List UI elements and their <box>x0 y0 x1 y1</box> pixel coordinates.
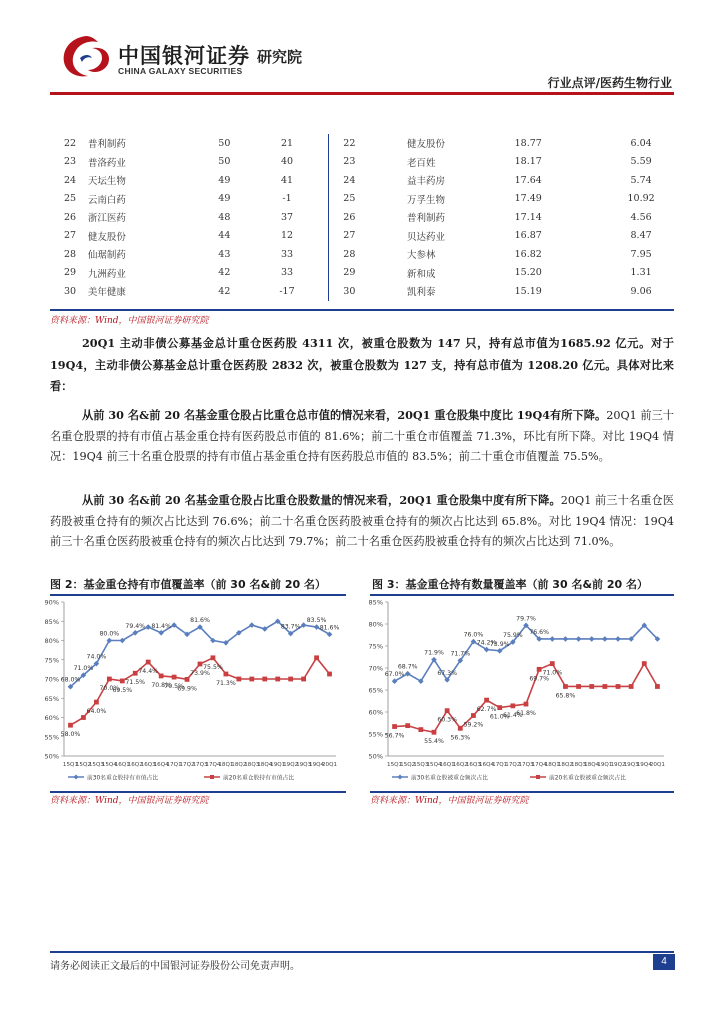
x-tick-label: 15Q3 <box>88 762 104 768</box>
data-label: 70.0% <box>99 685 120 692</box>
x-tick-label: 17Q4 <box>531 762 547 768</box>
data-point-marker <box>120 679 125 684</box>
data-label: 81.6% <box>190 617 210 625</box>
table-cell-right-stock-name: 万孚生物 <box>407 194 446 206</box>
table-cell-left-rank: 29 <box>64 267 77 279</box>
data-label: 68.7% <box>397 663 418 671</box>
y-tick-label: 75% <box>44 656 59 665</box>
data-point-marker <box>629 684 634 689</box>
x-tick-label: 17Q2 <box>179 762 195 768</box>
data-point-marker <box>550 661 555 666</box>
table-cell-left-value-b: 12 <box>280 230 294 242</box>
x-tick-label: 19Q1 <box>270 762 286 768</box>
data-label: 58.0% <box>60 731 81 739</box>
data-point-marker <box>81 715 86 720</box>
table-cell-spacer <box>315 264 329 283</box>
table-cell-left-value-b: 33 <box>280 267 294 279</box>
data-label: 79.7% <box>516 615 536 623</box>
legend-label: 前20名重仓股持有市值占比 <box>223 775 295 782</box>
x-tick-label: 19Q3 <box>296 762 312 768</box>
table-cell-left-value-b: 40 <box>280 156 294 168</box>
table-cell-right-stock-name: 新和成 <box>407 268 436 280</box>
legend-label: 前30名重仓股被重仓频次占比 <box>411 775 488 782</box>
x-tick-label: 18Q4 <box>257 762 273 768</box>
x-tick-label: 18Q4 <box>584 762 600 768</box>
data-point-marker <box>185 677 190 682</box>
table-row <box>50 208 674 227</box>
table-cell-spacer <box>315 134 329 153</box>
data-point-marker <box>68 723 73 728</box>
paragraph-holding-count-lead: 从前 30 名&前 20 名基金重仓股占比重仓股数量的情况来看，20Q1 重仓股集中度有所下降。 <box>82 493 561 507</box>
paragraph-summary-text: 20Q1 主动非债公募基金总计重仓医药股 4311 次，被重仓股数为 147 只，持有总市值为1685.92 亿元。对于 19Q4，主动非债公募基金总计重仓医药股 2832 次，被重仓股数为 127 支，持有总市值为 1208.20 亿元。具体对比来看： <box>50 336 674 393</box>
table-cell-right-stock-name: 老百姓 <box>407 157 436 169</box>
table-source: 资料来源：Wind，中国银河证券研究院 <box>50 316 209 326</box>
figure2-source: 资料来源：Wind，中国银河证券研究院 <box>50 796 209 806</box>
y-tick-label: 50% <box>368 752 383 761</box>
table-row <box>50 264 674 283</box>
x-tick-label: 18Q3 <box>244 762 260 768</box>
x-tick-label: 16Q4 <box>479 762 495 768</box>
table-cell-left-stock-name: 美年健康 <box>87 287 126 299</box>
footer-disclaimer: 请务必阅读正文最后的中国银河证券股份公司免责声明。 <box>50 961 300 972</box>
company-name-cn: 中国银河证券 <box>118 44 250 68</box>
data-label: 71.5% <box>125 679 146 687</box>
legend-marker <box>74 775 79 780</box>
table-row <box>50 171 674 190</box>
data-label: 64.0% <box>86 708 107 716</box>
table-cell-left-stock-name: 九洲药业 <box>87 268 126 280</box>
table-cell-left-value-a: 49 <box>218 174 231 186</box>
table-cell-right-rank: 30 <box>329 282 356 301</box>
data-point-marker <box>198 662 203 667</box>
data-point-marker <box>537 667 542 672</box>
y-tick-label: 75% <box>368 642 383 651</box>
table-cell-spacer <box>315 190 329 209</box>
x-tick-label: 16Q1 <box>114 762 130 768</box>
table-cell-left-stock-name: 普洛药业 <box>87 157 126 169</box>
table-cell-right-value-b: 5.59 <box>630 156 652 168</box>
data-point-marker <box>563 684 568 689</box>
table-cell-spacer <box>315 171 329 190</box>
table-cell-right-rank: 24 <box>329 171 356 190</box>
table-cell-right-value-a: 16.87 <box>514 230 542 242</box>
table-cell-right-stock-name: 凯利泰 <box>407 287 436 299</box>
data-label: 80.0% <box>99 630 120 638</box>
table-cell-left-value-b: -17 <box>279 285 295 297</box>
table-cell-left-rank: 24 <box>64 174 77 186</box>
table-cell-left-value-b: 37 <box>280 211 294 223</box>
data-point-marker <box>602 684 607 689</box>
data-label: 74.2% <box>476 639 497 647</box>
table-cell-spacer2 <box>355 134 407 153</box>
table-row <box>50 227 674 246</box>
table-cell-spacer2 <box>355 208 407 227</box>
table-cell-left-rank: 23 <box>64 156 77 168</box>
paragraph-holding-count <box>50 490 674 553</box>
y-tick-label: 85% <box>44 617 59 626</box>
table-cell-left-stock-name: 仙琚制药 <box>87 250 126 262</box>
x-tick-label: 16Q4 <box>153 762 169 768</box>
y-tick-label: 70% <box>368 664 383 673</box>
data-point-marker <box>301 677 306 682</box>
table-cell-spacer2 <box>355 190 407 209</box>
data-point-marker <box>288 677 293 682</box>
footer-divider <box>50 951 674 953</box>
x-tick-label: 16Q3 <box>465 762 481 768</box>
table-cell-right-value-b: 10.92 <box>627 193 655 205</box>
table-cell-spacer2 <box>355 153 407 172</box>
data-point-marker <box>94 700 99 705</box>
data-point-marker <box>510 703 515 708</box>
data-label: 71.9% <box>424 649 444 657</box>
data-label: 61.4% <box>503 711 523 719</box>
x-tick-label: 18Q2 <box>231 762 247 768</box>
data-point-marker <box>159 674 164 679</box>
data-point-marker <box>524 702 529 707</box>
data-point-marker <box>236 677 241 682</box>
data-label: 83.7% <box>280 623 301 631</box>
table-cell-right-value-a: 18.17 <box>514 156 542 168</box>
data-point-marker <box>211 655 216 660</box>
figure3-source: 资料来源：Wind，中国银河证券研究院 <box>370 796 529 806</box>
table-cell-right-value-b: 9.06 <box>630 285 652 297</box>
data-label: 62.7% <box>476 706 497 714</box>
data-point-marker <box>392 724 397 729</box>
data-point-marker <box>655 684 660 689</box>
data-label: 70.8% <box>151 681 171 689</box>
table-cell-left-stock-name: 云南白药 <box>87 194 126 206</box>
x-tick-label: 15Q3 <box>413 762 429 768</box>
x-tick-label: 18Q1 <box>544 762 560 768</box>
data-point-marker <box>445 708 450 713</box>
data-point-marker <box>615 636 621 642</box>
x-tick-label: 18Q3 <box>571 762 587 768</box>
x-tick-label: 19Q2 <box>283 762 299 768</box>
data-point-marker <box>563 636 569 642</box>
data-label: 76.0% <box>463 631 484 639</box>
legend-marker <box>398 775 403 780</box>
x-tick-label: 19Q4 <box>309 762 325 768</box>
data-label: 56.7% <box>384 732 405 740</box>
legend-marker <box>210 775 214 779</box>
data-label: 71.0% <box>73 665 94 673</box>
table-cell-left-rank: 27 <box>64 230 77 242</box>
data-label: 67.3% <box>437 669 457 677</box>
data-point-marker <box>405 723 410 728</box>
table-cell-left-value-a: 42 <box>218 267 231 279</box>
table-cell-left-value-a: 43 <box>218 248 231 260</box>
table-cell-left-stock-name: 天坛生物 <box>87 176 126 188</box>
x-tick-label: 18Q1 <box>218 762 234 768</box>
data-label: 68.0% <box>60 676 81 684</box>
data-point-marker <box>616 684 621 689</box>
x-tick-label: 17Q2 <box>505 762 521 768</box>
data-point-marker <box>602 636 608 642</box>
x-tick-label: 19Q3 <box>623 762 639 768</box>
table-cell-right-stock-name: 大参林 <box>407 250 436 262</box>
table-cell-spacer <box>315 282 329 301</box>
data-point-marker <box>497 705 502 710</box>
table-cell-left-rank: 28 <box>64 248 77 260</box>
data-point-marker <box>249 677 254 682</box>
y-tick-label: 85% <box>368 598 383 607</box>
table-cell-left-stock-name: 普利制药 <box>87 139 126 151</box>
series-line-1 <box>395 664 658 733</box>
data-point-marker <box>107 677 112 682</box>
data-point-marker <box>484 698 489 703</box>
table-cell-spacer2 <box>355 171 407 190</box>
data-label: 73.9% <box>190 669 210 677</box>
legend-label: 前30名重仓股持有市值占比 <box>87 775 159 782</box>
table-row <box>50 134 674 153</box>
data-point-marker <box>549 636 555 642</box>
table-cell-right-stock-name: 普利制药 <box>407 213 446 225</box>
y-tick-label: 70% <box>44 675 59 684</box>
data-point-marker <box>224 672 229 677</box>
data-point-marker <box>576 636 582 642</box>
figure3-title: 图 3：基金重仓持有数量覆盖率（前 30 名&前 20 名） <box>372 578 649 591</box>
table-cell-left-value-a: 48 <box>218 211 231 223</box>
table-bottom-rule <box>50 309 674 311</box>
data-point-marker <box>589 636 595 642</box>
data-point-marker <box>418 727 423 732</box>
table-cell-right-value-a: 17.49 <box>514 193 542 205</box>
table-cell-left-stock-name: 浙江医药 <box>87 213 126 225</box>
table-cell-right-stock-name: 贝达药业 <box>407 231 446 243</box>
data-label: 61.0% <box>489 713 510 721</box>
x-tick-label: 15Q1 <box>387 762 403 768</box>
table-cell-right-value-b: 6.04 <box>630 137 652 149</box>
x-tick-label: 17Q3 <box>518 762 534 768</box>
table-cell-right-rank: 27 <box>329 227 356 246</box>
table-cell-left-value-a: 42 <box>218 285 231 297</box>
table-cell-spacer <box>315 153 329 172</box>
y-tick-label: 50% <box>44 752 59 761</box>
table-cell-left-value-a: 49 <box>218 193 231 205</box>
table-cell-right-rank: 29 <box>329 264 356 283</box>
table-cell-right-rank: 25 <box>329 190 356 209</box>
x-tick-label: 16Q1 <box>439 762 455 768</box>
table-cell-right-value-b: 4.56 <box>630 211 652 223</box>
data-label: 61.8% <box>516 710 536 718</box>
table-cell-spacer2 <box>355 282 407 301</box>
table-cell-left-stock-name: 健友股份 <box>87 231 126 243</box>
data-label: 76.6% <box>529 628 549 636</box>
y-tick-label: 65% <box>368 686 383 695</box>
y-tick-label: 65% <box>44 694 59 703</box>
table-row <box>50 153 674 172</box>
table-cell-left-value-b: 33 <box>280 248 294 260</box>
data-label: 59.2% <box>463 721 484 729</box>
y-tick-label: 80% <box>44 637 59 645</box>
data-label: 69.7% <box>529 675 549 683</box>
table-cell-right-value-b: 7.95 <box>630 248 652 260</box>
figure2-chart <box>40 596 340 791</box>
data-label: 55.4% <box>424 738 444 746</box>
data-label: 79.4% <box>125 622 146 630</box>
x-tick-label: 16Q2 <box>127 762 143 768</box>
table-cell-left-value-b: -1 <box>282 193 292 205</box>
table-cell-spacer <box>315 245 329 264</box>
data-point-marker <box>471 713 476 718</box>
table-cell-right-value-a: 15.20 <box>514 267 542 279</box>
data-point-marker <box>458 726 463 731</box>
data-label: 69.5% <box>112 686 133 694</box>
table-cell-spacer <box>315 208 329 227</box>
table-cell-right-value-a: 17.64 <box>514 174 542 186</box>
table-cell-left-rank: 30 <box>64 285 77 297</box>
table-cell-right-stock-name: 健友股份 <box>407 139 446 151</box>
table-cell-left-rank: 26 <box>64 211 77 223</box>
data-label: 70.5% <box>164 683 184 691</box>
table-cell-left-value-a: 44 <box>218 230 231 242</box>
x-tick-label: 16Q2 <box>452 762 468 768</box>
table-cell-spacer2 <box>355 227 407 246</box>
page-number: 4 <box>653 954 675 970</box>
x-tick-label: 17Q1 <box>492 762 508 768</box>
data-label: 67.0% <box>384 671 405 679</box>
table-cell-right-value-a: 16.82 <box>514 248 542 260</box>
x-tick-label: 15Q1 <box>62 762 79 768</box>
paragraph-holding-count-body: 20Q1 前三十名重仓医药股被重仓持有的频次占比达到 76.6%；前二十名重仓医药股被重仓持有的频次占比达到 65.8%。对比 19Q4 情况：19Q4 前三十名重仓医药股被重仓持有的频次占比达到 79.7%；前二十名重仓医药股被重仓持有的频次占比达到 71.0%。 <box>50 494 674 548</box>
table-cell-spacer2 <box>355 264 407 283</box>
table-cell-right-stock-name: 益丰药房 <box>407 176 446 188</box>
paragraph-market-value-body: 20Q1 前三十名重仓股票的持有市值占基金重仓持有医药股总市值的 81.6%；前二十重仓市值覆盖 71.3%，环比有所下降。对比 19Q4 情况：19Q4 前三十名重仓股票的持有市值占基金重仓持有医药股总市值的 83.5%；前二十重仓市值覆盖 75.5%。 <box>50 409 674 463</box>
data-label: 75.9% <box>503 632 523 640</box>
data-point-marker <box>432 730 437 735</box>
data-label: 60.3% <box>437 716 457 724</box>
table-cell-left-rank: 25 <box>64 193 77 205</box>
y-tick-label: 55% <box>368 730 383 739</box>
data-label: 73.9% <box>489 640 510 648</box>
x-tick-label: 19Q4 <box>636 762 652 768</box>
data-point-marker <box>172 675 177 680</box>
x-tick-label: 20Q1 <box>321 762 338 768</box>
data-label: 81.4% <box>151 622 171 630</box>
data-label: 71.7% <box>450 650 471 658</box>
data-point-marker <box>314 655 319 660</box>
data-label: 65.8% <box>555 692 576 700</box>
x-tick-label: 15Q4 <box>426 762 442 768</box>
data-label: 69.9% <box>177 685 197 693</box>
data-point-marker <box>275 677 280 682</box>
legend-label: 前20名重仓股被重仓频次占比 <box>549 775 626 782</box>
data-point-marker <box>133 671 138 676</box>
table-cell-right-rank: 26 <box>329 208 356 227</box>
data-point-marker <box>642 661 647 666</box>
table-cell-left-value-b: 21 <box>280 137 294 149</box>
y-tick-label: 90% <box>44 598 59 607</box>
table-row <box>50 282 674 301</box>
x-tick-label: 15Q2 <box>400 762 416 768</box>
figure2-title: 图 2：基金重仓持有市值覆盖率（前 30 名&前 20 名） <box>50 578 327 591</box>
data-point-marker <box>327 672 332 677</box>
report-category: 行业点评/医药生物行业 <box>547 76 672 90</box>
x-tick-label: 15Q4 <box>101 762 117 768</box>
data-point-marker <box>145 624 151 630</box>
x-tick-label: 17Q1 <box>166 762 182 768</box>
y-tick-label: 60% <box>44 714 59 722</box>
data-label: 71.0% <box>542 669 563 677</box>
table-cell-right-value-b: 1.31 <box>630 267 652 279</box>
table-cell-right-value-a: 18.77 <box>514 137 542 149</box>
data-point-marker <box>576 684 581 689</box>
paragraph-market-value <box>50 405 674 468</box>
figure3-chart <box>362 596 672 791</box>
data-label: 56.3% <box>450 734 471 742</box>
data-label: 75.5% <box>203 663 223 671</box>
y-tick-label: 60% <box>368 708 383 717</box>
x-tick-label: 15Q2 <box>75 762 91 768</box>
x-tick-label: 18Q2 <box>557 762 573 768</box>
table-cell-right-value-b: 5.74 <box>630 174 652 186</box>
table-cell-right-value-a: 17.14 <box>514 211 542 223</box>
table-cell-left-rank: 22 <box>64 137 77 149</box>
table-cell-left-value-b: 41 <box>280 174 294 186</box>
table-cell-spacer2 <box>355 245 407 264</box>
x-tick-label: 20Q1 <box>649 762 665 768</box>
data-point-marker <box>589 684 594 689</box>
data-point-marker <box>146 660 151 665</box>
table-cell-spacer <box>315 227 329 246</box>
table-row <box>50 245 674 264</box>
data-point-marker <box>262 677 267 682</box>
paragraph-market-value-lead: 从前 30 名&前 20 名基金重仓股占比重仓总市值的情况来看，20Q1 重仓股集中度比 19Q4有所下降。 <box>82 408 607 422</box>
table-cell-right-value-b: 8.47 <box>630 230 652 242</box>
data-label: 81.6% <box>319 624 340 632</box>
header-divider <box>50 92 674 95</box>
data-label: 71.3% <box>216 679 236 687</box>
table-cell-right-rank: 28 <box>329 245 356 264</box>
company-name-en: CHINA GALAXY SECURITIES <box>118 66 243 76</box>
data-label: 74.4% <box>138 668 159 676</box>
table-cell-left-value-a: 50 <box>218 137 231 149</box>
institute-label: 研究院 <box>257 48 303 66</box>
data-label: 83.5% <box>306 617 327 625</box>
y-tick-label: 80% <box>368 620 383 629</box>
x-tick-label: 19Q1 <box>597 762 613 768</box>
table-cell-left-value-a: 50 <box>218 156 231 168</box>
legend-marker <box>536 775 540 779</box>
table-cell-right-value-a: 15.19 <box>514 285 542 297</box>
table-cell-right-rank: 22 <box>329 134 356 153</box>
data-label: 74.0% <box>86 653 107 661</box>
ranking-table <box>50 134 674 301</box>
x-tick-label: 16Q3 <box>140 762 156 768</box>
x-tick-label: 17Q4 <box>205 762 221 768</box>
y-tick-label: 55% <box>44 733 59 742</box>
x-tick-label: 17Q3 <box>192 762 208 768</box>
table-cell-right-rank: 23 <box>329 153 356 172</box>
paragraph-summary <box>50 333 674 398</box>
galaxy-logo-icon <box>58 34 114 80</box>
x-tick-label: 19Q2 <box>610 762 626 768</box>
table-row <box>50 190 674 209</box>
